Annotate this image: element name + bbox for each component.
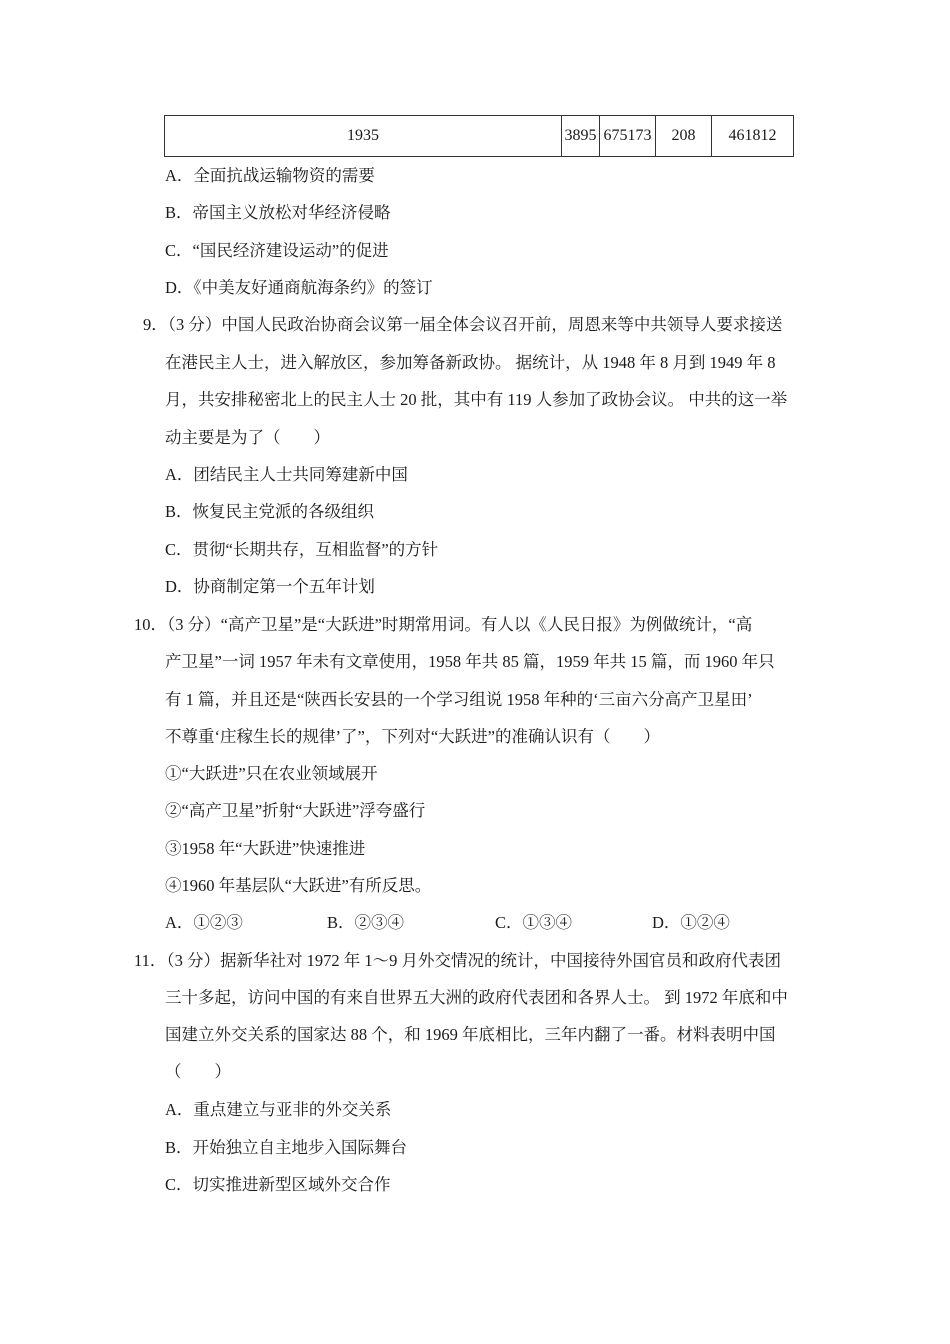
q9-option-c: C．贯彻“长期共存，互相监督”的方针	[165, 540, 439, 559]
q11-stem-line-4: （ ）	[165, 1062, 231, 1081]
q10-statement-1: ①“大跃进”只在农业领域展开	[165, 764, 378, 783]
q11-stem-line-1: 11．（3 分）据新华社对 1972 年 1～9 月外交情况的统计，中国接待外国官员和政府代表团	[134, 951, 782, 970]
q10-stem-line-2: 产卫星”一词 1957 年未有文章使用，1958 年共 85 篇，1959 年共 15 篇，而 1960 年只	[165, 652, 775, 671]
q9-stem-line-3: 月，共安排秘密北上的民主人士 20 批，其中有 119 人参加了政协会议。 中共的这一举	[165, 390, 788, 409]
table-row	[165, 116, 794, 157]
q10-choice-d: D．①②④	[652, 913, 730, 932]
q8-option-c: C．“国民经济建设运动”的促进	[165, 241, 389, 260]
statistics-table	[164, 115, 794, 157]
q8-option-b: B．帝国主义放松对华经济侵略	[165, 203, 391, 222]
q11-stem-line-2: 三十多起，访问中国的有来自世界五大洲的政府代表团和各界人士。 到 1972 年底和中	[165, 988, 788, 1007]
q10-statement-3: ③1958 年“大跃进”快速推进	[165, 839, 366, 858]
q8-option-d: D．《中美友好通商航海条约》的签订	[165, 278, 433, 297]
q10-stem-line-1: 10．（3 分）“高产卫星”是“大跃进”时期常用词。有人以《人民日报》为例做统计，“高	[134, 615, 753, 634]
table-cell: 461812	[712, 116, 794, 157]
q9-option-b: B．恢复民主党派的各级组织	[165, 502, 375, 521]
q9-stem-line-4: 动主要是为了（ ）	[165, 428, 330, 447]
q10-choice-a: A．①②③	[165, 913, 243, 932]
q10-choice-c: C．①③④	[495, 913, 573, 932]
q9-stem-line-2: 在港民主人士，进入解放区，参加筹备新政协。 据统计，从 1948 年 8 月到 1949 年 8	[165, 353, 776, 372]
q9-option-a: A．团结民主人士共同筹建新中国	[165, 465, 408, 484]
q10-stem-line-3: 有 1 篇，并且还是“陕西长安县的一个学习组说 1958 年种的‘三亩六分高产卫星田’	[165, 690, 753, 709]
q11-stem-line-3: 国建立外交关系的国家达 88 个，和 1969 年底相比，三年内翻了一番。材料表明中国	[165, 1025, 776, 1044]
q11-option-b: B．开始独立自主地步入国际舞台	[165, 1138, 408, 1157]
q10-stem-line-4: 不尊重‘庄稼生长的规律’了”，下列对“大跃进”的准确认识有（ ）	[165, 727, 660, 746]
q9-option-d: D．协商制定第一个五年计划	[165, 577, 375, 596]
q10-choice-b: B．②③④	[327, 913, 405, 932]
q11-option-c: C．切实推进新型区域外交合作	[165, 1175, 391, 1194]
table-cell: 3895	[562, 116, 600, 157]
table-cell: 675173	[600, 116, 656, 157]
table-cell-year: 1935	[165, 116, 562, 157]
q11-option-a: A．重点建立与亚非的外交关系	[165, 1100, 392, 1119]
q10-statement-4: ④1960 年基层队“大跃进”有所反思。	[165, 876, 432, 895]
table-cell: 208	[656, 116, 712, 157]
q9-stem-line-1: 9．（3 分）中国人民政治协商会议第一届全体会议召开前，周恩来等中共领导人要求接送	[143, 315, 783, 334]
q10-statement-2: ②“高产卫星”折射“大跃进”浮夸盛行	[165, 801, 426, 820]
q8-option-a: A．全面抗战运输物资的需要	[165, 166, 375, 185]
